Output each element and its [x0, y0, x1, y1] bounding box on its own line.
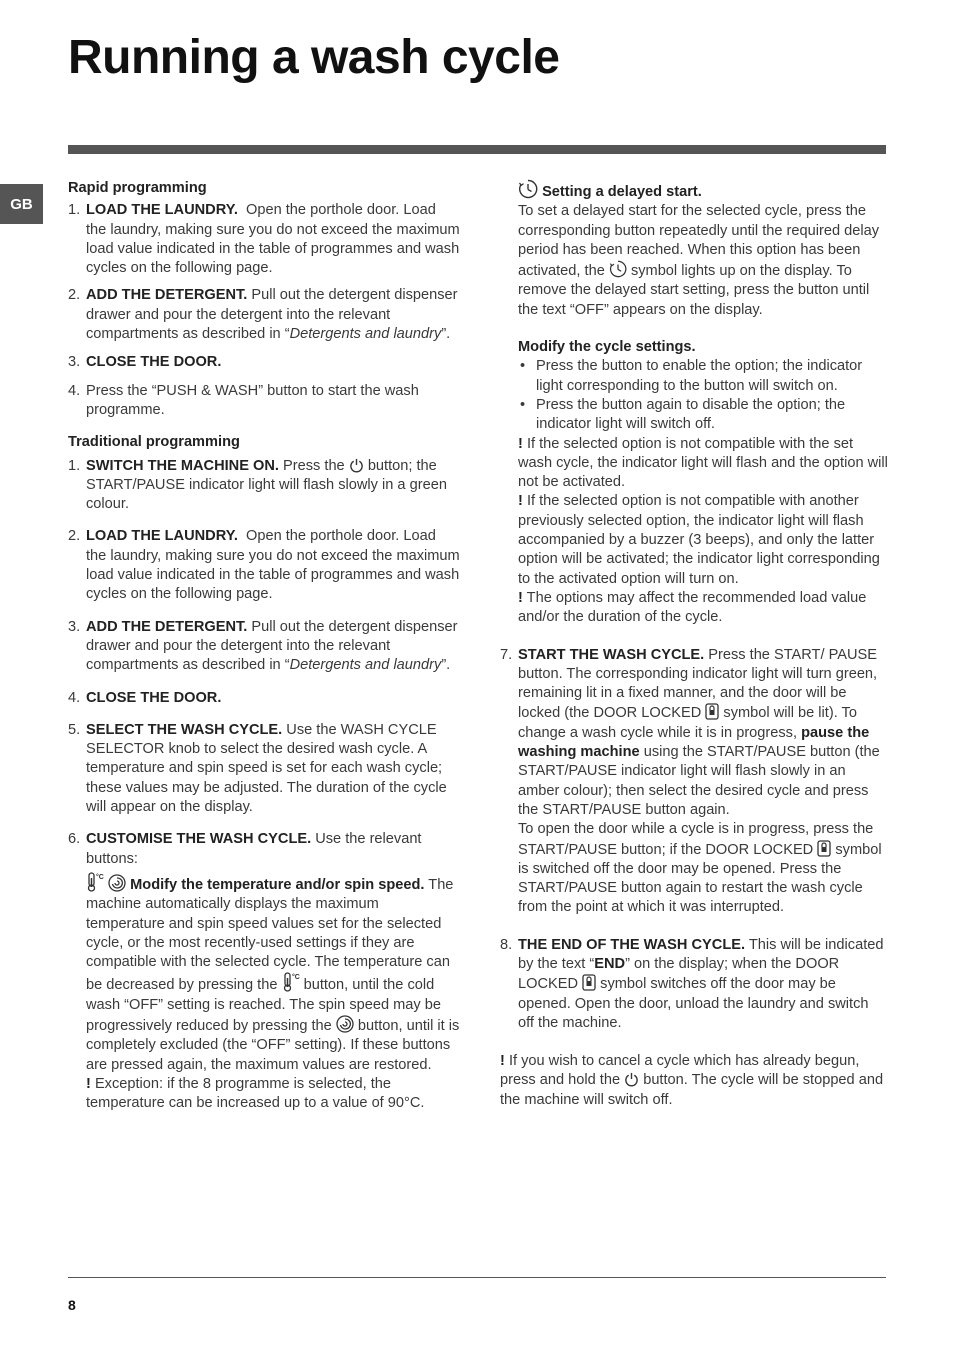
step-text: Press the START/ PAUSE button. The corresponding indicator light will turn green, remaining lit in a fixed manner, and the door will be locked (the DOOR LOCKED	[518, 646, 878, 722]
traditional-step-2	[68, 527, 460, 604]
step-heading: CLOSE THE DOOR.	[86, 689, 222, 706]
note-incompatible-cycle	[518, 435, 888, 493]
note-text: If the selected option is not compatible with the set wash cycle, the indicator light will flash and the option will not be activated.	[518, 435, 888, 491]
step-text-cont: ” on the display; when the DOOR LOCKED	[518, 955, 840, 993]
svg-text:°C: °C	[291, 974, 300, 982]
step-number: 8.	[500, 936, 513, 953]
exception-text: Exception: if the 8 programme is selected, the temperature can be increased up to a value of 90°C.	[86, 1075, 425, 1112]
step-text: Open the porthole door. Load the laundry, making sure you do not exceed the maximum load value indicated in the table of programmes and wash cycles on the following page.	[86, 202, 460, 277]
step-number: 7.	[500, 646, 513, 663]
step-7	[500, 646, 888, 918]
traditional-step-5	[68, 721, 460, 817]
option-text-end: button, until it is completely excluded (the “OFF” setting). If these buttons are pressed again, the maximum values are restored.	[86, 1017, 460, 1073]
door-locked-icon	[817, 840, 831, 857]
delayed-start-heading-row	[518, 179, 888, 202]
step-text: Use the WASH CYCLE SELECTOR knob to select the desired wash cycle. A temperature and spin speed is set for each wash cycle; these values may be adjusted. The duration of the cycle will appear on the display.	[86, 721, 447, 816]
spin-icon	[336, 1015, 354, 1033]
step-text-end: ”.	[441, 657, 451, 674]
spin-icon	[108, 874, 126, 892]
pause-emphasis: pause the washing machine	[518, 724, 870, 761]
note-load-duration	[518, 589, 888, 628]
step-heading: ADD THE DETERGENT.	[86, 287, 248, 304]
step-text: Use the relevant buttons:	[86, 831, 422, 867]
step-heading: LOAD THE LAUNDRY.	[86, 202, 238, 219]
step-number: 1.	[68, 457, 81, 474]
step-8	[500, 936, 888, 1033]
option-heading: Modify the temperature and/or spin speed.	[130, 876, 425, 893]
step-heading: CLOSE THE DOOR.	[86, 354, 222, 371]
traditional-step-4	[68, 689, 460, 708]
power-icon	[624, 1072, 639, 1087]
exclamation-icon: !	[518, 493, 523, 510]
step-text: Pull out the detergent dispenser drawer and pour the detergent into the relevant compartments as described in “	[86, 287, 458, 343]
exclamation-icon: !	[518, 435, 523, 452]
left-column	[68, 179, 460, 1113]
footer-rule	[68, 1277, 886, 1278]
rapid-step-1	[68, 201, 460, 278]
exception-note	[86, 1075, 460, 1114]
exclamation-icon: !	[500, 1053, 505, 1070]
step-text: Pull out the detergent dispenser drawer and pour the detergent into the relevant compartments as described in “	[86, 618, 458, 674]
step-text-cont: symbol will be lit). To change a wash cycle while it is in progress,	[518, 705, 857, 741]
step-number: 3.	[68, 354, 81, 371]
page-title: Running a wash cycle	[68, 31, 560, 84]
step-text: Open the porthole door. Load the laundry, making sure you do not exceed the maximum load value indicated in the table of programmes and wash cycles on the following page.	[86, 528, 460, 603]
step-text-cont: symbol is switched off the door may be opened. Press the START/PAUSE button again to restart the wash cycle from the point at which it was interrupted.	[518, 841, 882, 916]
modify-settings-section	[500, 338, 888, 627]
exclamation-icon: !	[86, 1075, 91, 1092]
power-icon	[349, 458, 364, 473]
step-text-cont: button; the START/PAUSE indicator light will flash slowly in a green colour.	[86, 457, 447, 513]
step-heading: START THE WASH CYCLE.	[518, 646, 705, 663]
note-text: The options may affect the recommended load value and/or the duration of the cycle.	[518, 589, 867, 626]
step-text-italic: Detergents and laundry	[289, 326, 442, 343]
step-heading: THE END OF THE WASH CYCLE.	[518, 936, 746, 953]
note-text: If the selected option is not compatible with another previously selected option, the indicator light will flash accompanied by a buzzer (3 beeps), and only the latter option will be activated; the indicator light corresponding to the activated option will turn on.	[518, 493, 880, 587]
end-display-text: END	[594, 955, 626, 972]
header-rule	[68, 145, 886, 154]
step-text-end: ”.	[441, 326, 451, 343]
door-locked-icon	[705, 703, 719, 720]
step-heading: CUSTOMISE THE WASH CYCLE.	[86, 831, 312, 848]
door-locked-icon	[582, 974, 596, 991]
step-number: 4.	[68, 382, 81, 399]
traditional-step-6	[68, 830, 460, 1113]
note-text-cont: button. The cycle will be stopped and the machine will switch off.	[500, 1072, 884, 1108]
note-incompatible-option	[518, 492, 888, 588]
modify-settings-heading: Modify the cycle settings.	[518, 339, 696, 356]
traditional-programming-heading: Traditional programming	[68, 434, 240, 451]
delay-timer-icon	[609, 260, 627, 278]
rapid-step-4	[68, 382, 460, 421]
exclamation-icon: !	[518, 589, 523, 606]
step-heading: SELECT THE WASH CYCLE.	[86, 721, 283, 738]
option-text-cont: button, until the cold wash “OFF” setting is reached. The spin speed may be progressively reduced by pressing the	[86, 977, 442, 1034]
option-text: The machine automatically displays the maximum temperature and spin speed values set for the selected cycle, or the most recently-used settings if they are compatible with the selected cycle. The temperature can be decreased by pressing the	[86, 876, 454, 994]
step-heading: ADD THE DETERGENT.	[86, 618, 248, 635]
note-text: If you wish to cancel a cycle which has already begun, press and hold the	[500, 1053, 860, 1089]
step-text: Press the “PUSH & WASH” button to start the wash programme.	[86, 382, 419, 418]
step-text: Press the	[283, 457, 345, 474]
bullet-item: • Press the button again to disable the option; the indicator light will switch off.	[518, 396, 888, 435]
delayed-start-text-cont: symbol lights up on the display. To remove the delayed start setting, press the button until the text “OFF” appears on the display.	[518, 263, 870, 318]
step-number: 6.	[68, 831, 81, 848]
step-number: 4.	[68, 689, 81, 706]
step-text-end: symbol switches off the door may be opened. Open the door, unload the laundry and switch off the machine.	[518, 976, 869, 1031]
rapid-step-2	[68, 286, 460, 344]
step-number: 3.	[68, 618, 81, 635]
step-number: 5.	[68, 721, 81, 738]
delayed-start-section	[500, 179, 888, 320]
delayed-start-text: To set a delayed start for the selected cycle, press the corresponding button repeatedly until the required delay period has been reached. When this option has been activated, the	[518, 203, 880, 280]
temperature-icon	[86, 872, 104, 892]
delay-timer-icon	[518, 179, 538, 199]
step-text-cont2: using the START/PAUSE button (the START/PAUSE indicator light will flash slowly in an amber colour); then select the desired cycle and press the START/PAUSE button again.	[518, 744, 880, 818]
open-door-paragraph	[518, 820, 888, 917]
step-number: 2.	[68, 287, 81, 304]
page-number: 8	[68, 1297, 76, 1313]
step-number: 2.	[68, 528, 81, 545]
language-tab: GB	[0, 184, 43, 224]
step-text: To open the door while a cycle is in progress, press the START/PAUSE button; if the DOOR LOCKED	[518, 821, 874, 858]
cancel-cycle-note	[500, 1052, 888, 1110]
bullet-item: • Press the button to enable the option; the indicator light corresponding to the button will switch on.	[518, 357, 888, 396]
rapid-programming-heading: Rapid programming	[68, 180, 207, 196]
traditional-step-3	[68, 618, 460, 676]
step-text: This will be indicated by the text “	[518, 936, 884, 972]
temperature-icon	[282, 972, 300, 992]
temperature-spin-option	[86, 872, 460, 1075]
traditional-step-1	[68, 457, 460, 515]
step-text-italic: Detergents and laundry	[289, 657, 442, 674]
right-column	[500, 179, 888, 1110]
svg-text:°C: °C	[96, 873, 104, 881]
step-heading: LOAD THE LAUNDRY.	[86, 528, 238, 545]
step-number: 1.	[68, 202, 81, 219]
delayed-start-heading: Setting a delayed start.	[542, 184, 702, 200]
rapid-step-3	[68, 353, 460, 372]
step-heading: SWITCH THE MACHINE ON.	[86, 457, 279, 474]
